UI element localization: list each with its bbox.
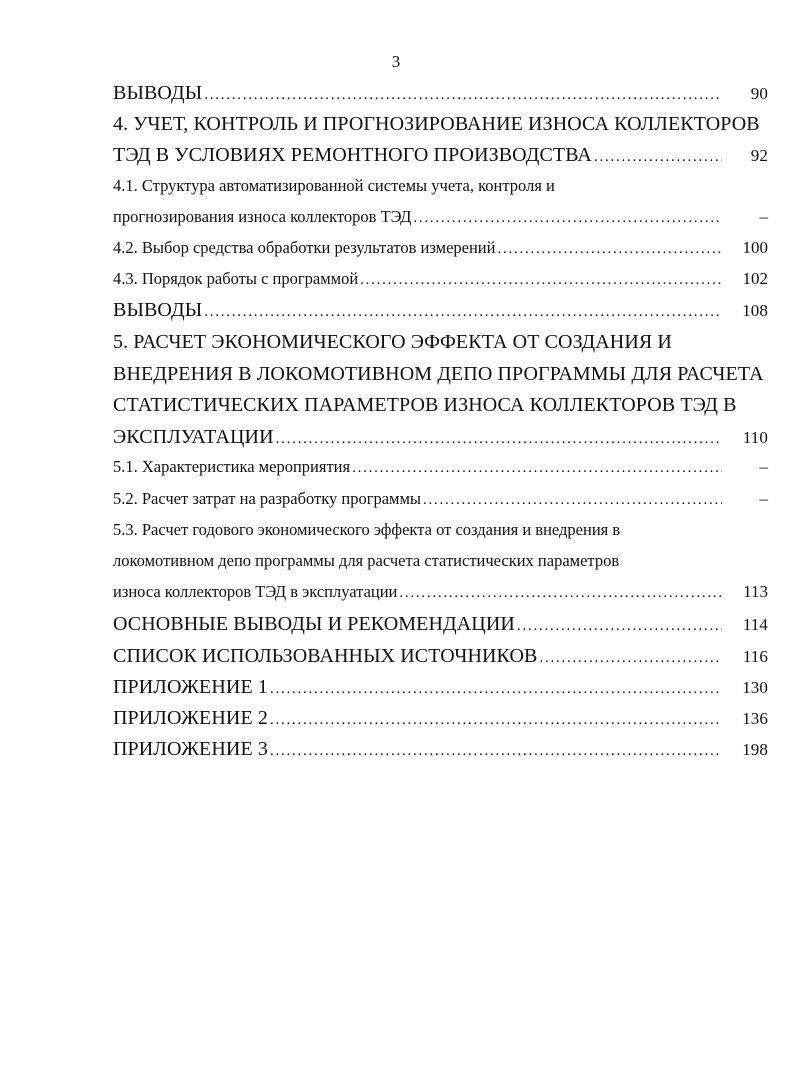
toc-entry-title: СТАТИСТИЧЕСКИХ ПАРАМЕТРОВ ИЗНОСА КОЛЛЕКТОРОВ ТЭД В xyxy=(113,394,737,416)
toc-entry-chapter-5-line-3 xyxy=(113,394,768,420)
dot-leader xyxy=(539,645,722,668)
page-number: 3 xyxy=(391,52,401,71)
toc-entry-title: ПРИЛОЖЕНИЕ 2 xyxy=(113,707,268,729)
toc-entry-page: – xyxy=(759,207,768,226)
toc-entry-chapter-4-line-1 xyxy=(113,113,768,139)
toc-entry-chapter-4 xyxy=(113,144,768,170)
toc-entry-page: 114 xyxy=(742,615,768,634)
toc-entry-title: 5.2. Расчет затрат на разработку программы xyxy=(113,489,422,508)
toc-entry-page: 108 xyxy=(742,301,768,320)
toc-entry-conclusions-4 xyxy=(113,299,768,325)
toc-entry-page: 136 xyxy=(742,709,768,728)
toc-entry-section-4-2 xyxy=(113,238,768,264)
toc-entry-appendix-1 xyxy=(113,676,768,702)
toc-entry-title: ТЭД В УСЛОВИЯХ РЕМОНТНОГО ПРОИЗВОДСТВА xyxy=(113,144,592,166)
toc-entry-title: 5.1. Характеристика мероприятия xyxy=(113,457,351,476)
toc-entry-chapter-5 xyxy=(113,426,768,452)
dot-leader xyxy=(594,144,722,167)
dot-leader xyxy=(413,207,722,227)
toc-entry-conclusions-3 xyxy=(113,82,768,108)
toc-entry-page: 198 xyxy=(742,740,768,759)
dot-leader xyxy=(352,457,722,477)
toc-entry-title: ПРИЛОЖЕНИЕ 3 xyxy=(113,738,268,760)
dot-leader xyxy=(517,613,722,636)
toc-entry-title: износа коллекторов ТЭД в эксплуатации xyxy=(113,582,398,601)
toc-entry-page: 92 xyxy=(750,146,768,165)
toc-entry-title: локомотивном депо программы для расчета статистических параметров xyxy=(113,551,620,570)
toc-entry-page: 110 xyxy=(742,428,768,447)
toc-entry-title: СПИСОК ИСПОЛЬЗОВАННЫХ ИСТОЧНИКОВ xyxy=(113,645,538,667)
toc-entry-title: ЭКСПЛУАТАЦИИ xyxy=(113,426,274,448)
toc-entry-section-5-1 xyxy=(113,457,768,483)
toc-entry-title: 4.2. Выбор средства обработки результатов измерений xyxy=(113,238,496,257)
toc-entry-title: ОСНОВНЫЕ ВЫВОДЫ И РЕКОМЕНДАЦИИ xyxy=(113,613,515,635)
dot-leader xyxy=(204,299,722,322)
toc-entry-title: 5.3. Расчет годового экономического эффекта от создания и внедрения в xyxy=(113,520,621,539)
toc-entry-section-5-3-line-2 xyxy=(113,551,768,577)
dot-leader xyxy=(360,269,722,289)
toc-entry-page: 116 xyxy=(742,647,768,666)
dot-leader xyxy=(204,82,722,105)
toc-entry-page: 113 xyxy=(743,582,768,601)
toc-entry-chapter-5-line-1 xyxy=(113,331,768,357)
toc-entry-page: 102 xyxy=(742,269,768,288)
toc-entry-page: 90 xyxy=(750,84,768,103)
toc-entry-title: 4.1. Структура автоматизированной системы учета, контроля и xyxy=(113,176,555,195)
toc-entry-page: 100 xyxy=(742,238,768,257)
toc-entry-appendix-2 xyxy=(113,707,768,733)
toc-entry-title: ВЫВОДЫ xyxy=(113,82,203,104)
toc-entry-title: ВНЕДРЕНИЯ В ЛОКОМОТИВНОМ ДЕПО ПРОГРАММЫ ДЛЯ РАСЧЕТА xyxy=(113,363,764,385)
toc-entry-title: ПРИЛОЖЕНИЕ 1 xyxy=(113,676,268,698)
dot-leader xyxy=(270,676,722,699)
toc-entry-section-5-2 xyxy=(113,489,768,515)
dot-leader xyxy=(423,489,722,509)
dot-leader xyxy=(497,238,722,258)
toc-entry-chapter-5-line-2 xyxy=(113,363,768,389)
toc-entry-title: ВЫВОДЫ xyxy=(113,299,203,321)
toc-entry-section-5-3 xyxy=(113,582,768,608)
toc-entry-page: 130 xyxy=(742,678,768,697)
toc-entry-section-4-1-line-1 xyxy=(113,176,768,202)
toc-entry-appendix-3 xyxy=(113,738,768,764)
toc-entry-title: прогнозирования износа коллекторов ТЭД xyxy=(113,207,412,226)
toc-entry-section-5-3-line-1 xyxy=(113,520,768,546)
dot-leader xyxy=(270,707,722,730)
toc-entry-references xyxy=(113,645,768,671)
toc-entry-title: 4. УЧЕТ, КОНТРОЛЬ И ПРОГНОЗИРОВАНИЕ ИЗНОСА КОЛЛЕКТОРОВ xyxy=(113,113,760,135)
toc-entry-page: – xyxy=(759,457,768,476)
toc-entry-section-4-3 xyxy=(113,269,768,295)
toc-entry-page: – xyxy=(759,489,768,508)
dot-leader xyxy=(399,582,722,602)
toc-entry-section-4-1 xyxy=(113,207,768,233)
dot-leader xyxy=(270,738,722,761)
dot-leader xyxy=(276,426,722,449)
toc-entry-title: 4.3. Порядок работы с программой xyxy=(113,269,359,288)
toc-entry-title: 5. РАСЧЕТ ЭКОНОМИЧЕСКОГО ЭФФЕКТА ОТ СОЗДАНИЯ И xyxy=(113,331,672,353)
toc-entry-main-conclusions xyxy=(113,613,768,639)
